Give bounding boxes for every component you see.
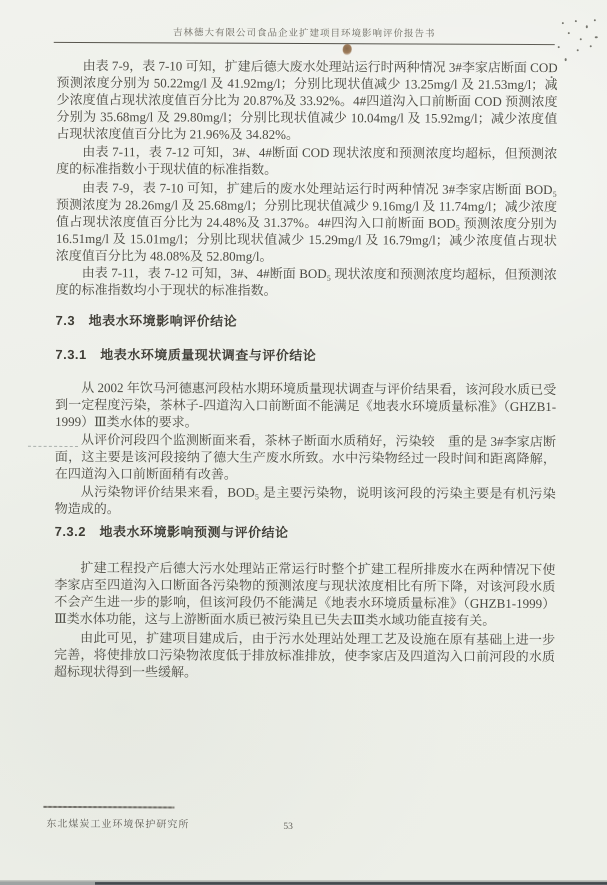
scan-bottom-edge-artifact <box>0 880 607 885</box>
paragraph-monitoring-sections: 从评价河段四个监测断面来看，茶林子断面水质稍好，污染较 重的是 3#李家店断面，这主要是该河段接纳了德大生产废水所致。水中污染物经过一段时间和距离降解，在四道沟入口前断面稍有改善。 <box>54 432 557 482</box>
header-rule <box>54 42 555 45</box>
page-number: 53 <box>283 821 293 832</box>
paragraph-prediction-conclusion: 扩建工程投产后德大污水处理站正常运行时整个扩建工程所排废水在两种情况下使李家店至四道沟入口断面各污染物的预测浓度与现状浓度相比有所下降，对该河段水质不会产生进一步的影响，但该河段仍不能满足《地表水环境质量标准》（GHZB1-1999）Ⅲ类水体功能，这与上游断面水质已被污染且已失去Ⅲ类水域功能直接有关。 <box>54 560 556 628</box>
running-header: 吉林德大有限公司食品企业扩建项目环境影响评价报告书 <box>172 28 436 40</box>
paragraph-bod-standard-index: 由表 7-11，表 7-12 可知，3#、4#断面 BOD₅ 现状浓度和预测浓度均超标，但预测浓度的标准指数均小于现状的标准指数。 <box>55 265 557 298</box>
speck-artifact <box>595 36 598 38</box>
paragraph-bod-prediction: 由表 7-9，表 7-10 可知，扩建后的废水处理站运行时两种情况 3#李家店断面 BOD₅ 预测浓度为 28.26mg/l 及 25.68mg/l；分别比现状值减少 9.16mg/l 及 11.74mg/l；减少浓度值占现状浓度值百分比为 24.48%及 31.37%。4#四沟入口前断面 BOD₅ 预测浓度分别为 16.51mg/l 及 15.01mg/l；分别比现状值减少 15.29mg/l 及 16.79mg/l；减少浓度值占现状浓度值百分比为 48.08%及 52.80mg/l。 <box>55 180 558 264</box>
speck-artifact <box>580 38 582 40</box>
speck-artifact <box>558 46 560 48</box>
speck-artifact <box>590 45 592 47</box>
stain-artifact <box>343 44 352 55</box>
paragraph-main-pollutant: 从污染物评价结果来看，BOD₅ 是主要污染物，说明该河段的污染主要是有机污染物造成的。 <box>54 484 556 517</box>
section-heading-7-3-2: 7.3.2 地表水环境影响预测与评价结论 <box>54 523 289 540</box>
paragraph-water-quality-survey: 从 2002 年饮马河德惠河段枯水期环境质量现状调查与评价结果看，该河段水质已受到一定程度污染，茶林子-四道沟入口前断面不能满足《地表水环境质量标准》（GHZB1-1999）Ⅲ类水体的要求。 <box>55 380 557 430</box>
speck-artifact <box>575 20 577 22</box>
section-heading-7-3: 7.3 地表水环境影响评价结论 <box>55 312 238 329</box>
speck-artifact <box>562 22 564 24</box>
footer-rule <box>43 806 174 809</box>
footer-organization: 东北煤炭工业环境保护研究所 <box>46 818 190 831</box>
speck-artifact <box>565 58 567 61</box>
paragraph-improvement-outlook: 由此可见，扩建项目建成后，由于污水处理站处理工艺及设施在原有基础上进一步完善，将使排放口污染物浓度低于排放标准排放，使李家店及四道沟入口前河段的水质超标现状得到一些缓解。 <box>53 630 556 680</box>
speck-artifact <box>594 19 596 21</box>
section-heading-7-3-1: 7.3.1 地表水环境质量现状调查与评价结论 <box>55 346 317 364</box>
paragraph-cod-prediction: 由表 7-9，表 7-10 可知，扩建后德大废水处理站运行时两种情况 3#李家店断面 COD 预测浓度分别为 50.22mg/l 及 41.92mg/l；分别比现状值减少 13.25mg/l 及 21.53mg/l；减少浓度值占现状浓度值百分比为 20.87%及 33.92%。4#四道沟入口前断面 COD 预测浓度分别为 35.68mg/l 及 29.80mg/l；分别比现状值减少 10.04mg/l 及 15.92mg/l；减少浓度值占现状浓度值百分比为 21.96%及 34.82%。 <box>56 58 558 142</box>
speck-artifact <box>586 25 588 28</box>
speck-artifact <box>577 49 579 51</box>
speck-artifact <box>568 32 570 34</box>
paragraph-cod-standard-index: 由表 7-11，表 7-12 可知，3#、4#断面 COD 现状浓度和预测浓度均超标，但预测浓度的标准指数小于现状值的标准指数。 <box>56 144 558 177</box>
